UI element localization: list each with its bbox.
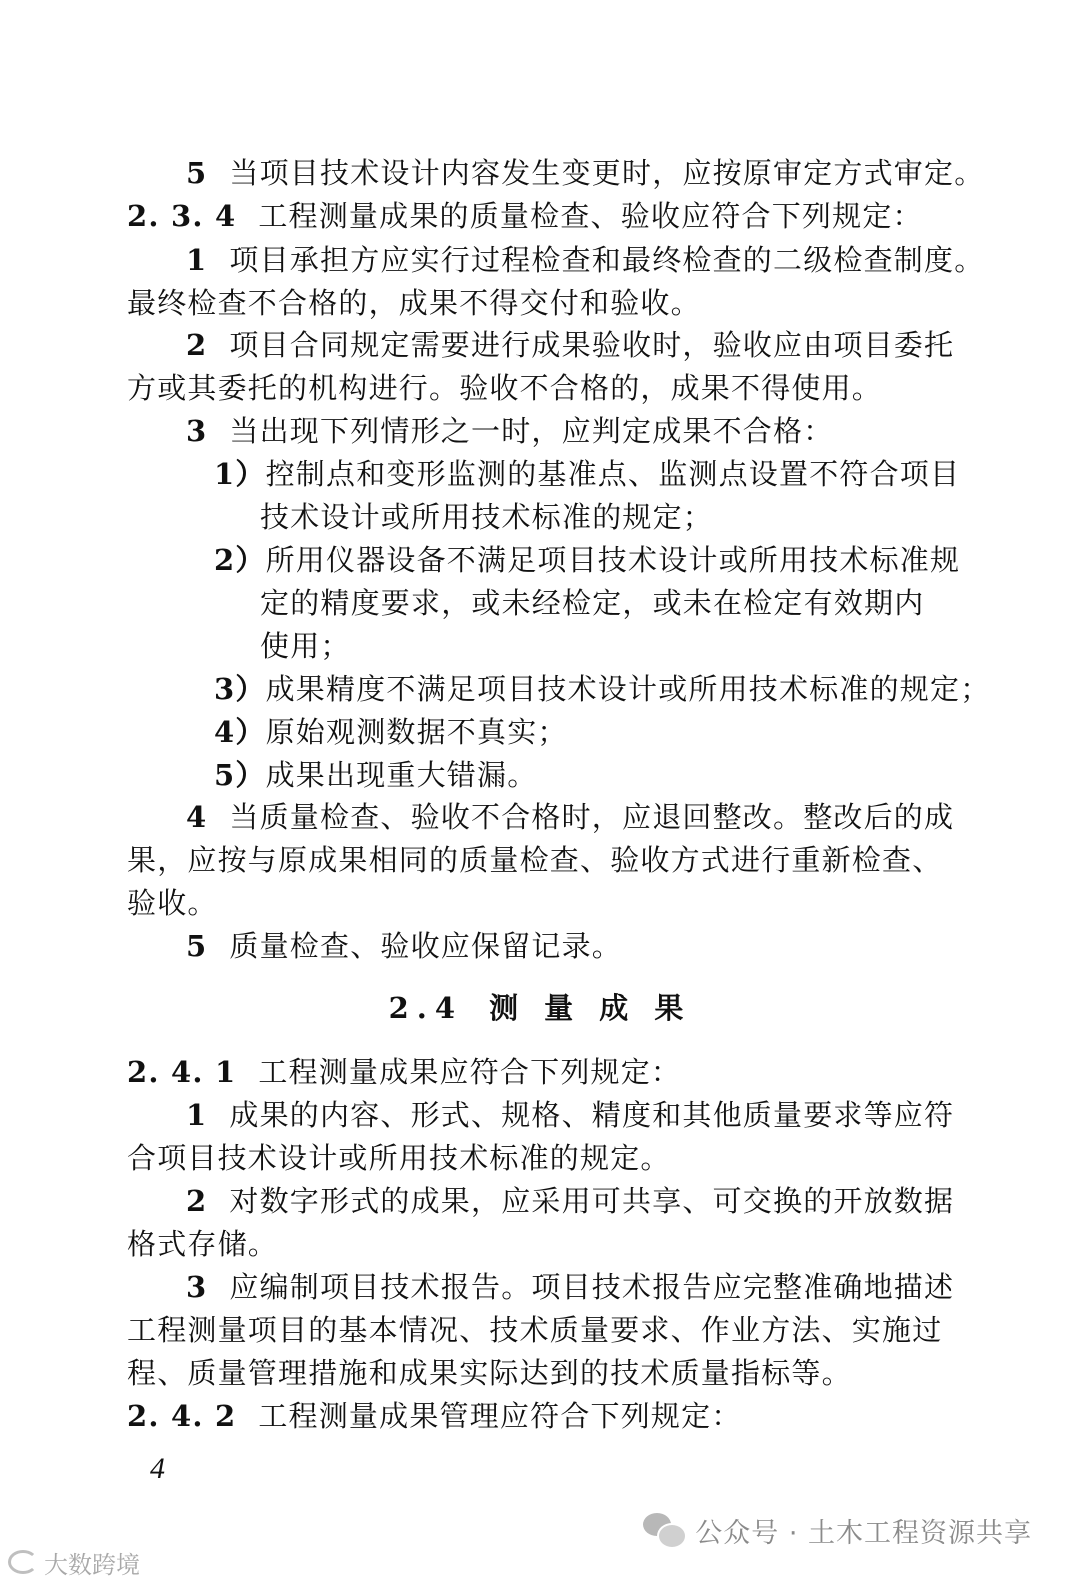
wechat-watermark-text: 公众号 · 土木工程资源共享 xyxy=(695,1517,1032,1549)
item-1-content xyxy=(186,1095,954,1135)
item-3-conditions xyxy=(186,411,833,451)
item-text: 当出现下列情形之一时，应判定成果不合格： xyxy=(229,414,834,448)
item-number: 5 xyxy=(186,156,208,190)
item-text: 应编制项目技术报告。项目技术报告应完整准确地描述 xyxy=(229,1270,955,1304)
sub-item-number: 4） xyxy=(214,715,266,749)
item-number: 2 xyxy=(186,328,208,362)
item-4-rectification xyxy=(186,797,954,837)
sub-item-text: 控制点和变形监测的基准点、监测点设置不符合项目 xyxy=(265,457,961,491)
text-line: 合项目技术设计或所用技术标准的规定。 xyxy=(127,1141,671,1175)
clause-number: 2. 3. 4 xyxy=(127,199,237,233)
item-3-report xyxy=(186,1267,954,1307)
text-line: 果，应按与原成果相同的质量检查、验收方式进行重新检查、 xyxy=(127,843,943,877)
item-text: 项目合同规定需要进行成果验收时，验收应由项目委托 xyxy=(229,328,955,362)
text-line: 定的精度要求，或未经检定，或未在检定有效期内 xyxy=(260,586,925,620)
item-5-design-change xyxy=(186,153,984,193)
item-number: 2 xyxy=(186,1184,208,1218)
section-title: 测 量 成 果 xyxy=(489,991,692,1025)
item-text: 当质量检查、验收不合格时，应退回整改。整改后的成 xyxy=(229,800,955,834)
clause-number: 2. 4. 2 xyxy=(127,1399,237,1433)
clause-number: 2. 4. 1 xyxy=(127,1055,237,1089)
sub-item-text: 所用仪器设备不满足项目技术设计或所用技术标准规 xyxy=(265,543,961,577)
sub-item-number: 2） xyxy=(214,543,266,577)
clause-text: 工程测量成果管理应符合下列规定： xyxy=(258,1399,742,1433)
wechat-icon xyxy=(643,1513,685,1547)
text-line: 工程测量项目的基本情况、技术质量要求、作业方法、实施过 xyxy=(127,1313,943,1347)
item-text: 质量检查、验收应保留记录。 xyxy=(229,929,622,963)
wechat-watermark xyxy=(643,1508,1032,1552)
clause-text: 工程测量成果应符合下列规定： xyxy=(258,1055,682,1089)
sub-item-2 xyxy=(214,540,960,580)
sub-item-5 xyxy=(214,755,537,795)
text-line: 验收。 xyxy=(127,886,218,920)
text-line: 程、质量管理措施和成果实际达到的技术质量指标等。 xyxy=(127,1356,852,1390)
section-heading xyxy=(0,988,1080,1028)
text-line: 格式存储。 xyxy=(127,1227,279,1261)
item-number: 3 xyxy=(186,414,208,448)
sub-item-1 xyxy=(214,454,960,494)
sub-item-text: 原始观测数据不真实； xyxy=(265,715,568,749)
corner-watermark xyxy=(8,1542,140,1582)
item-number: 5 xyxy=(186,929,208,963)
item-number: 3 xyxy=(186,1270,208,1304)
clause-text: 工程测量成果的质量检查、验收应符合下列规定： xyxy=(258,199,923,233)
item-text: 当项目技术设计内容发生变更时，应按原审定方式审定。 xyxy=(229,156,985,190)
item-2-acceptance xyxy=(186,325,954,365)
sub-item-text: 成果出现重大错漏。 xyxy=(265,758,538,792)
sub-item-text: 成果精度不满足项目技术设计或所用技术标准的规定； xyxy=(265,672,991,706)
item-number: 4 xyxy=(186,800,208,834)
sub-item-number: 3） xyxy=(214,672,266,706)
text-line: 最终检查不合格的，成果不得交付和验收。 xyxy=(127,286,701,320)
corner-watermark-text: 大数跨境 xyxy=(44,1550,140,1579)
item-number: 1 xyxy=(186,243,208,277)
text-line: 技术设计或所用技术标准的规定； xyxy=(260,500,714,534)
section-number: 2.4 xyxy=(388,991,464,1025)
text-line: 方或其委托的机构进行。验收不合格的，成果不得使用。 xyxy=(127,371,883,405)
sub-item-number: 1） xyxy=(214,457,266,491)
item-text: 成果的内容、形式、规格、精度和其他质量要求等应符 xyxy=(229,1098,955,1132)
item-text: 对数字形式的成果，应采用可共享、可交换的开放数据 xyxy=(229,1184,955,1218)
sub-item-4 xyxy=(214,712,568,752)
sub-item-number: 5） xyxy=(214,758,266,792)
item-number: 1 xyxy=(186,1098,208,1132)
sub-item-3 xyxy=(214,669,990,709)
logo-icon xyxy=(8,1550,38,1574)
item-5-records xyxy=(186,926,622,966)
item-text: 项目承担方应实行过程检查和最终检查的二级检查制度。 xyxy=(229,243,985,277)
clause-2-4-2 xyxy=(127,1396,742,1436)
item-2-digital xyxy=(186,1181,954,1221)
page-number: 4 xyxy=(150,1452,165,1485)
item-1-inspection xyxy=(186,240,984,280)
clause-2-3-4 xyxy=(127,196,923,236)
clause-2-4-1 xyxy=(127,1052,681,1092)
text-line: 使用； xyxy=(260,629,351,663)
